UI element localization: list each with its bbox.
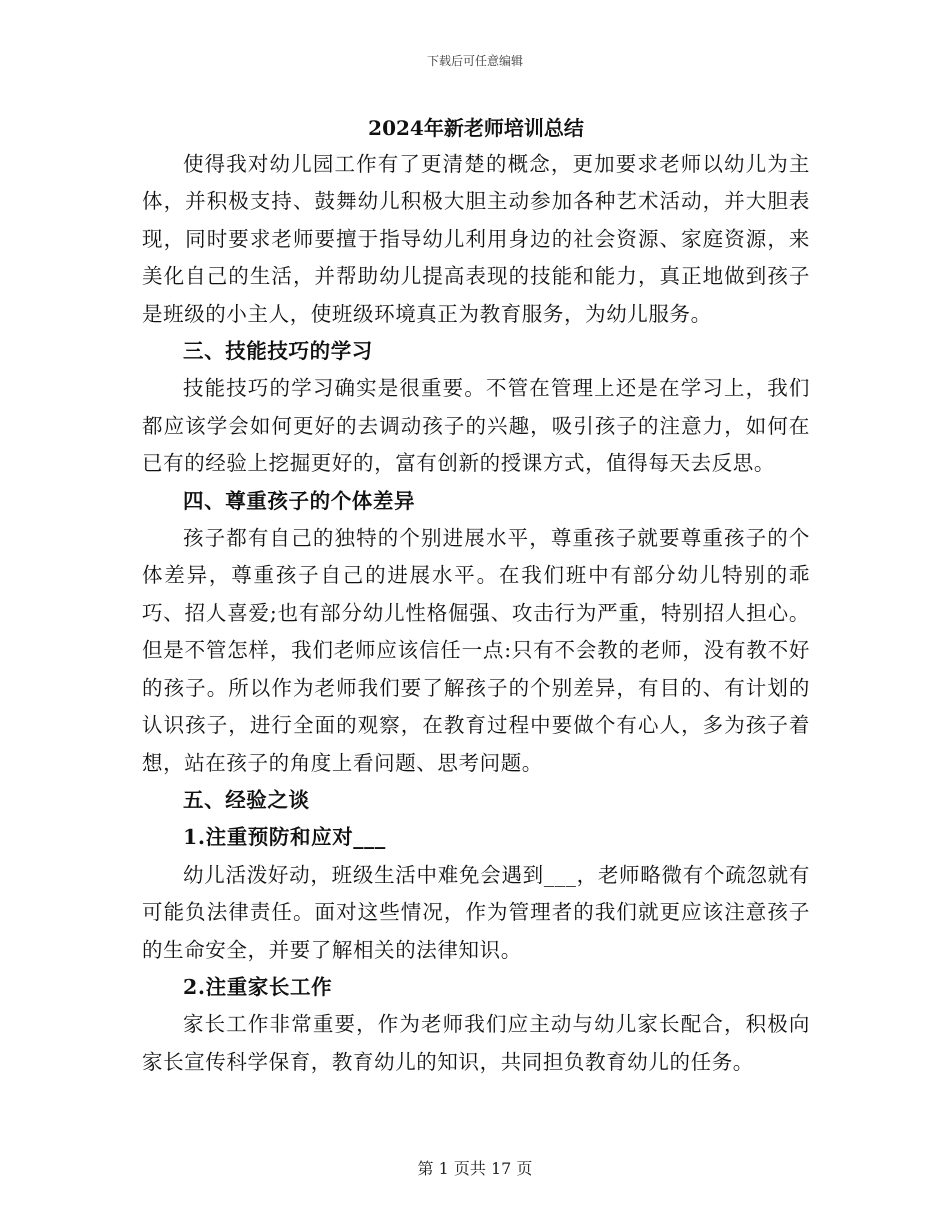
subheading-parents: 2.注重家长工作 — [183, 974, 333, 999]
document-title: 2024年新老师培训总结 — [368, 116, 584, 140]
subheading-prevention: 1.注重预防和应对___ — [183, 825, 386, 850]
section-heading-experience: 五、经验之谈 — [183, 787, 310, 812]
page-number: 第 1 页共 17 页 — [417, 1159, 533, 1178]
paragraph-parents: 家长工作非常重要，作为老师我们应主动与幼儿家长配合，积极向家长宣传科学保育，教育幼儿的知识，共同担负教育幼儿的任务。 — [142, 1012, 810, 1074]
section-heading-differences: 四、尊重孩子的个体差异 — [183, 488, 416, 513]
paragraph-prevention: 幼儿活泼好动，班级生活中难免会遇到___，老师略微有个疏忽就有可能负法律责任。面对这些情况，作为管理者的我们就更应该注意孩子的生命安全，并要了解相关的法律知识。 — [142, 862, 810, 962]
section-heading-skills: 三、技能技巧的学习 — [183, 339, 373, 364]
paragraph-differences: 孩子都有自己的独特的个别进展水平，尊重孩子就要尊重孩子的个体差异，尊重孩子自己的进展水平。在我们班中有部分幼儿特别的乖巧、招人喜爱;也有部分幼儿性格倔强、攻击行为严重，特别招人担心。但是不管怎样，我们老师应该信任一点:只有不会教的老师，没有教不好的孩子。所以作为老师我们要了解孩子的个别差异，有目的、有计划的认识孩子，进行全面的观察，在教育过程中要做个有心人，多为孩子着想，站在孩子的角度上看问题、思考问题。 — [142, 526, 810, 775]
paragraph-intro: 使得我对幼儿园工作有了更清楚的概念，更加要求老师以幼儿为主体，并积极支持、鼓舞幼儿积极大胆主动参加各种艺术活动，并大胆表现，同时要求老师要擅于指导幼儿利用身边的社会资源、家庭资源，来美化自己的生活，并帮助幼儿提高表现的技能和能力，真正地做到孩子是班级的小主人，使班级环境真正为教育服务，为幼儿服务。 — [142, 152, 810, 326]
paragraph-skills: 技能技巧的学习确实是很重要。不管在管理上还是在学习上，我们都应该学会如何更好的去调动孩子的兴趣，吸引孩子的注意力，如何在已有的经验上挖掘更好的，富有创新的授课方式，值得每天去反思。 — [142, 376, 810, 476]
header-note: 下载后可任意编辑 — [426, 54, 523, 68]
document-body — [142, 112, 810, 1081]
